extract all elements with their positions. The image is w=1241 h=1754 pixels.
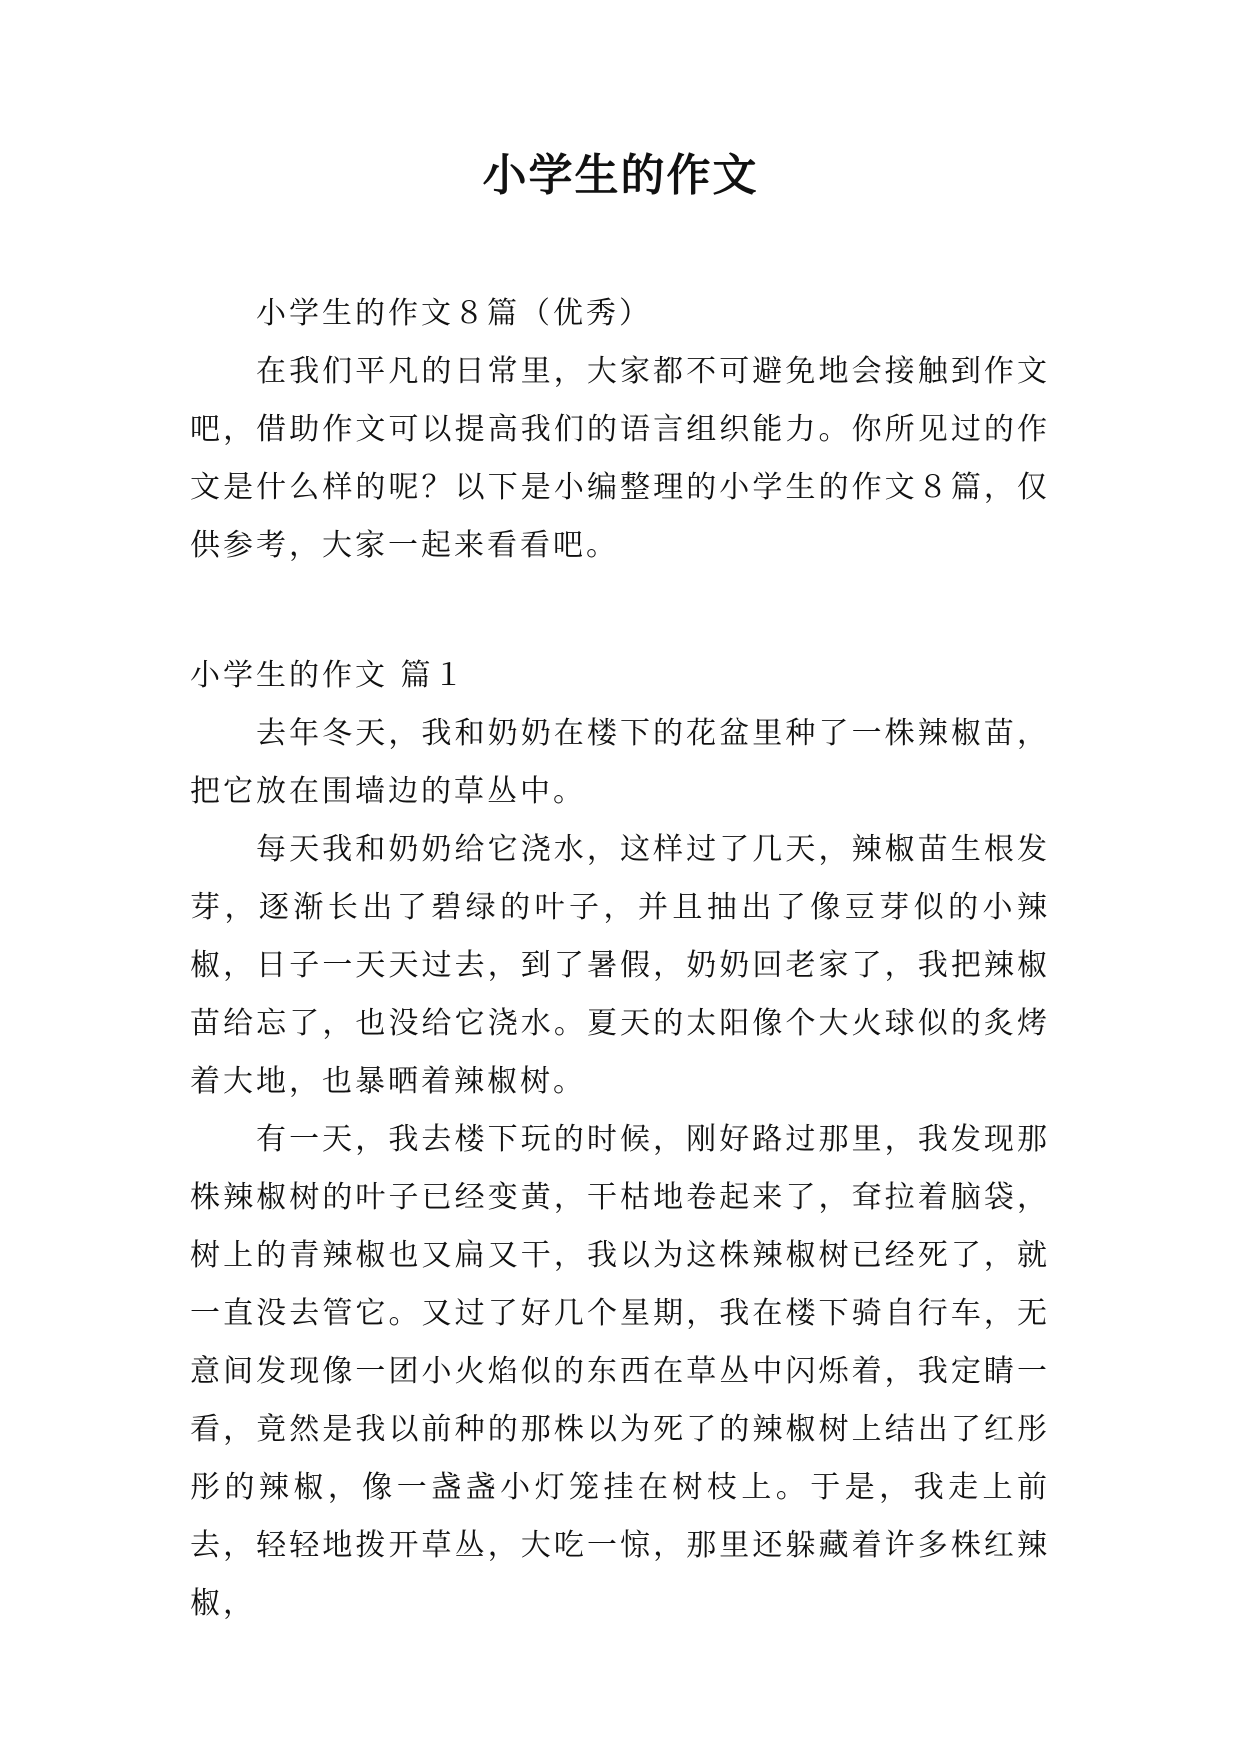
document-body [190, 285, 1050, 1633]
section-heading: 小学生的作文 篇１ [190, 658, 467, 693]
body-paragraph-1: 去年冬天，我和奶奶在楼下的花盆里种了一株辣椒苗，把它放在围墙边的草丛中。 [190, 716, 1050, 809]
document-subtitle: 小学生的作文８篇（优秀） [256, 296, 652, 331]
section-spacer [190, 575, 1050, 647]
body-paragraph-3: 有一天，我去楼下玩的时候，刚好路过那里，我发现那株辣椒树的叶子已经变黄，干枯地卷起来了，耷拉着脑袋，树上的青辣椒也又扁又干，我以为这株辣椒树已经死了，就一直没去管它。又过了好几个星期，我在楼下骑自行车，无意间发现像一团小火焰似的东西在草丛中闪烁着，我定睛一看，竟然是我以前种的那株以为死了的辣椒树上结出了红彤彤的辣椒，像一盏盏小灯笼挂在树枝上。于是，我走上前去，轻轻地拨开草丛，大吃一惊，那里还躲藏着许多株红辣椒， [190, 1122, 1050, 1621]
document-title: 小学生的作文 [482, 150, 759, 201]
body-paragraph-2: 每天我和奶奶给它浇水，这样过了几天，辣椒苗生根发芽，逐渐长出了碧绿的叶子，并且抽出了像豆芽似的小辣椒，日子一天天过去，到了暑假，奶奶回老家了，我把辣椒苗给忘了，也没给它浇水。夏天的太阳像个大火球似的炙烤着大地，也暴晒着辣椒树。 [190, 832, 1050, 1099]
intro-paragraph: 在我们平凡的日常里，大家都不可避免地会接触到作文吧，借助作文可以提高我们的语言组织能力。你所见过的作文是什么样的呢？以下是小编整理的小学生的作文８篇，仅供参考，大家一起来看看吧。 [190, 354, 1050, 563]
